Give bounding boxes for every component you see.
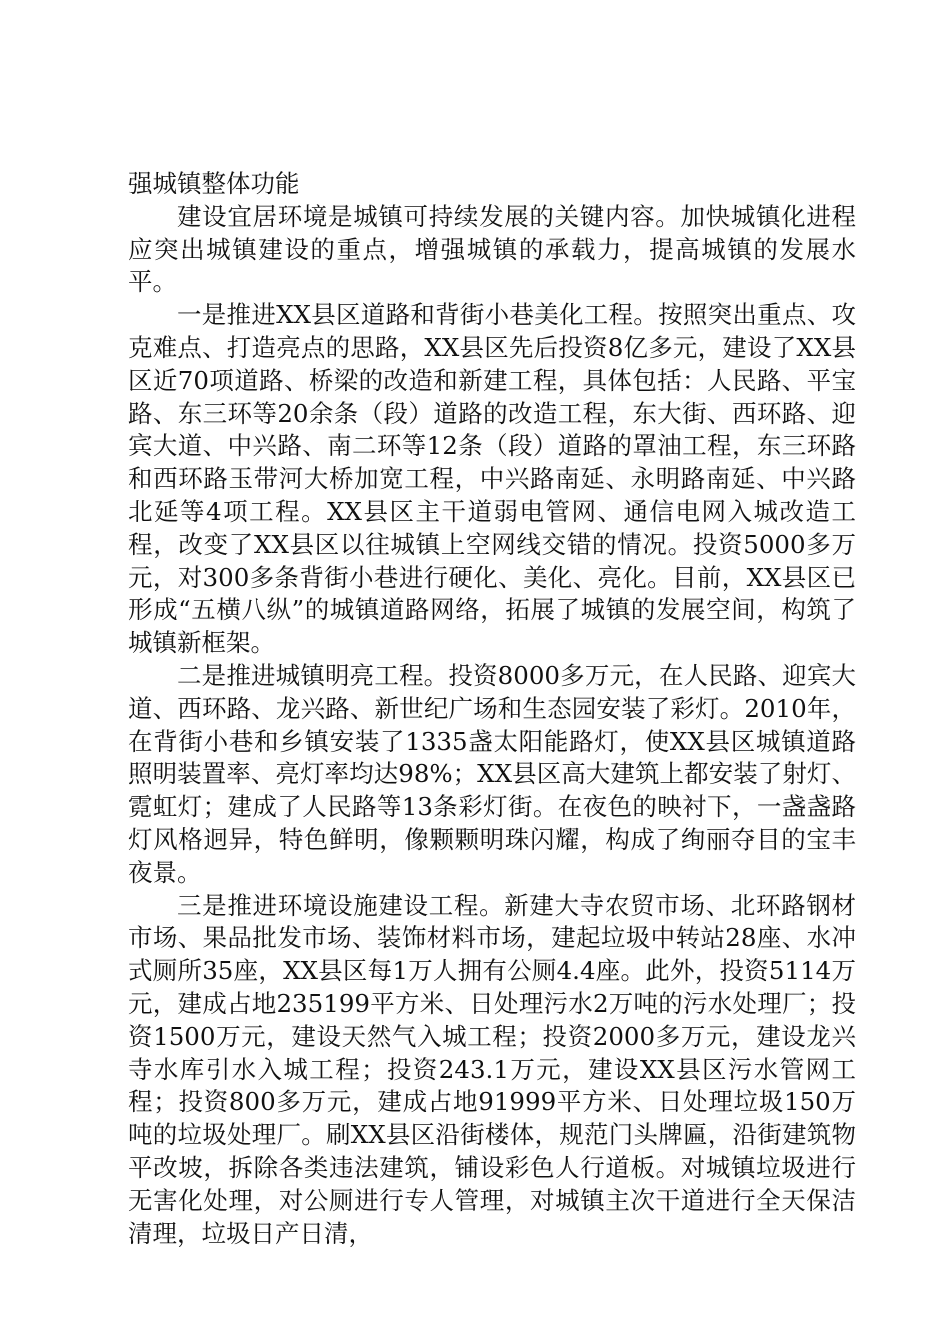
paragraph-facilities: 三是推进环境设施建设工程。新建大寺农贸市场、北环路钢材市场、果品批发市场、装饰材料市场，建起垃圾中转站28座、水冲式厕所35座，XX县区每1万人拥有公厕4.4座。此外，投资5114万元，建成占地235199平方米、日处理污水2万吨的污水处理厂；投资1500万元，建设天然气入城工程；投资2000多万元，建设龙兴寺水库引水入城工程；投资243.1万元，建设XX县区污水管网工程；投资800多万元，建成占地91999平方米、日处理垃圾150万吨的垃圾处理厂。刷XX县区沿街楼体，规范门头牌匾，沿街建筑物平改坡，拆除各类违法建筑，铺设彩色人行道板。对城镇垃圾进行无害化处理，对公厕进行专人管理，对城镇主次干道进行全天保洁清理，垃圾日产日清， xyxy=(128,890,856,1248)
document-body xyxy=(128,168,856,1250)
heading-continuation: 强城镇整体功能 xyxy=(128,169,300,198)
paragraph-roads: 一是推进XX县区道路和背街小巷美化工程。按照突出重点、攻克难点、打造亮点的思路，XX县区先后投资8亿多元，建设了XX县区近70项道路、桥梁的改造和新建工程，具体包括：人民路、平宝路、东三环等20余条（段）道路的改造工程，东大街、西环路、迎宾大道、中兴路、南二环等12条（段）道路的罩油工程，东三环路和西环路玉带河大桥加宽工程，中兴路南延、永明路南延、中兴路北延等4项工程。XX县区主干道弱电管网、通信电网入城改造工程，改变了XX县区以往城镇上空网线交错的情况。投资5000多万元，对300多条背街小巷进行硬化、美化、亮化。目前，XX县区已形成“五横八纵”的城镇道路网络，拓展了城镇的发展空间，构筑了城镇新框架。 xyxy=(128,300,856,658)
paragraph-lighting: 二是推进城镇明亮工程。投资8000多万元，在人民路、迎宾大道、西环路、龙兴路、新世纪广场和生态园安装了彩灯。2010年，在背街小巷和乡镇安装了1335盏太阳能路灯，使XX县区城镇道路照明装置率、亮灯率均达98%；XX县区高大建筑上都安装了射灯、霓虹灯；建成了人民路等13条彩灯街。在夜色的映衬下，一盏盏路灯风格迥异，特色鲜明，像颗颗明珠闪耀，构成了绚丽夺目的宝丰夜景。 xyxy=(128,660,856,887)
paragraph-intro: 建设宜居环境是城镇可持续发展的关键内容。加快城镇化进程应突出城镇建设的重点，增强城镇的承载力，提高城镇的发展水平。 xyxy=(128,201,856,297)
